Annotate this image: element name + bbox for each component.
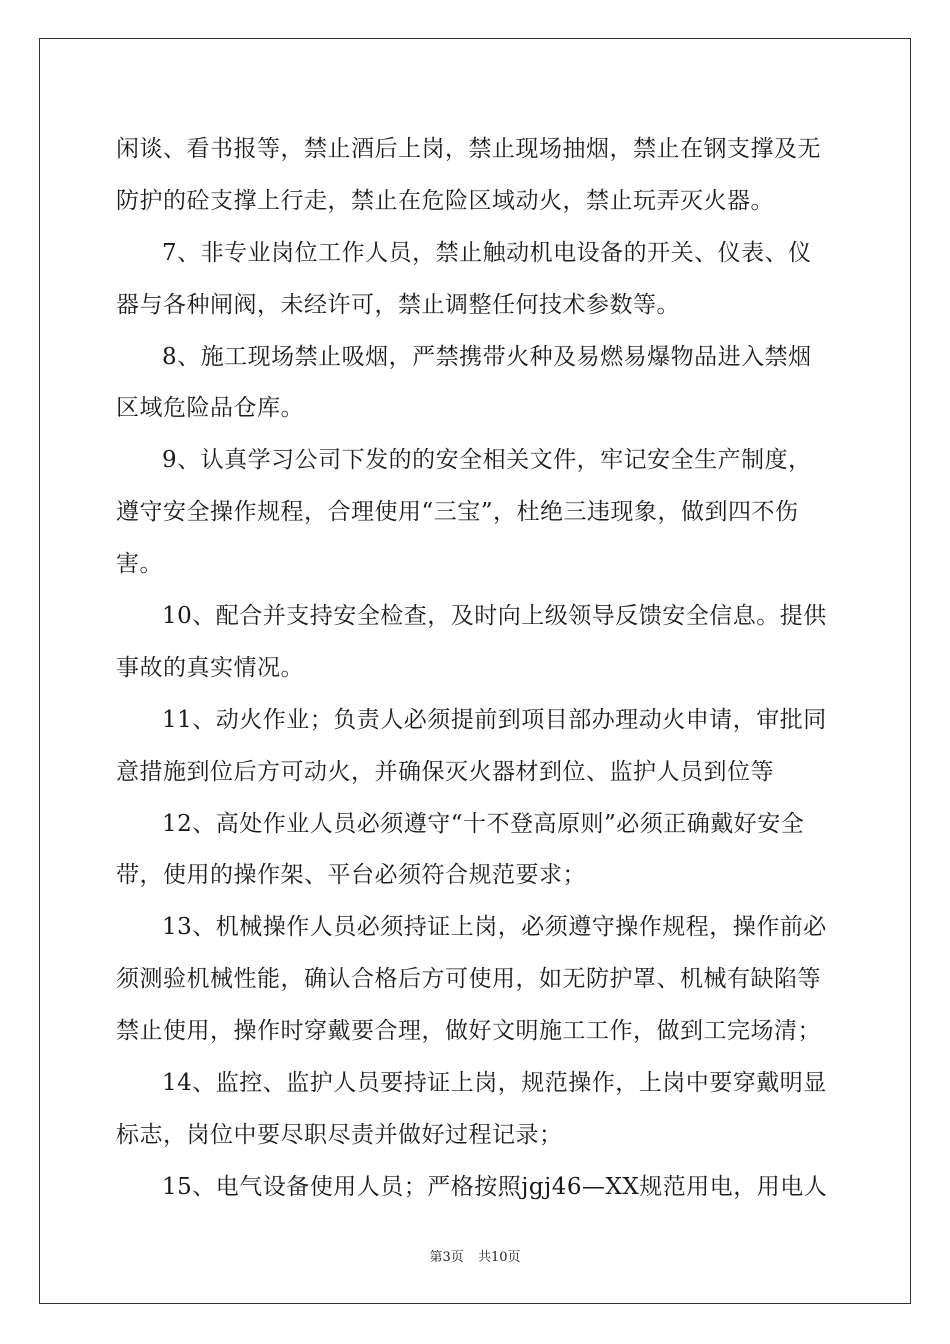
- text-line: 带，使用的操作架、平台必须符合规范要求；: [116, 862, 586, 889]
- text-line: 11、动火作业；负责人必须提前到项目部办理动火申请，审批同: [162, 706, 827, 733]
- text-line: 器与各种闸阀，未经许可，禁止调整任何技术参数等。: [116, 291, 680, 318]
- text-line: 闲谈、看书报等，禁止酒后上岗，禁止现场抽烟，禁止在钢支撑及无: [116, 136, 821, 162]
- text-line: 13、机械操作人员必须持证上岗，必须遵守操作规程，操作前必: [162, 914, 827, 941]
- text-line: 事故的真实情况。: [116, 654, 304, 681]
- text-line: 10、配合并支持安全检查，及时向上级领导反馈安全信息。提供: [162, 603, 827, 630]
- text-line: 意措施到位后方可动火，并确保灭火器材到位、监护人员到位等: [116, 758, 774, 785]
- text-line: 防护的砼支撑上行走，禁止在危险区域动火，禁止玩弄灭火器。: [116, 187, 774, 214]
- page-total: 共10页: [477, 1250, 521, 1265]
- text-line: 9、认真学习公司下发的的安全相关文件，牢记安全生产制度，: [162, 447, 812, 474]
- text-line: 8、施工现场禁止吸烟，严禁携带火种及易燃易爆物品进入禁烟: [162, 343, 812, 370]
- page-footer: [0, 1246, 950, 1265]
- text-line: 12、高处作业人员必须遵守“十不登高原则”必须正确戴好安全: [162, 810, 805, 837]
- text-line: 遵守安全操作规程，合理使用“三宝”，杜绝三违现象，做到四不伤: [116, 499, 799, 526]
- text-line: 禁止使用，操作时穿戴要合理，做好文明施工工作，做到工完场清；: [116, 1018, 821, 1045]
- page-number: 第3页: [429, 1250, 464, 1265]
- text-line: 区域危险品仓库。: [116, 395, 304, 422]
- text-line: 14、监控、监护人员要持证上岗，规范操作，上岗中要穿戴明显: [162, 1070, 827, 1097]
- text-line: 15、电气设备使用人员；严格按照jgj46—XX规范用电，用电人: [162, 1173, 828, 1200]
- text-line: 7、非专业岗位工作人员，禁止触动机电设备的开关、仪表、仪: [162, 239, 812, 266]
- text-line: 须测验机械性能，确认合格后方可使用，如无防护罩、机械有缺陷等: [116, 966, 821, 993]
- text-line: 害。: [116, 551, 163, 578]
- text-line: 标志，岗位中要尽职尽责并做好过程记录；: [116, 1121, 563, 1148]
- document-body: [116, 124, 836, 1214]
